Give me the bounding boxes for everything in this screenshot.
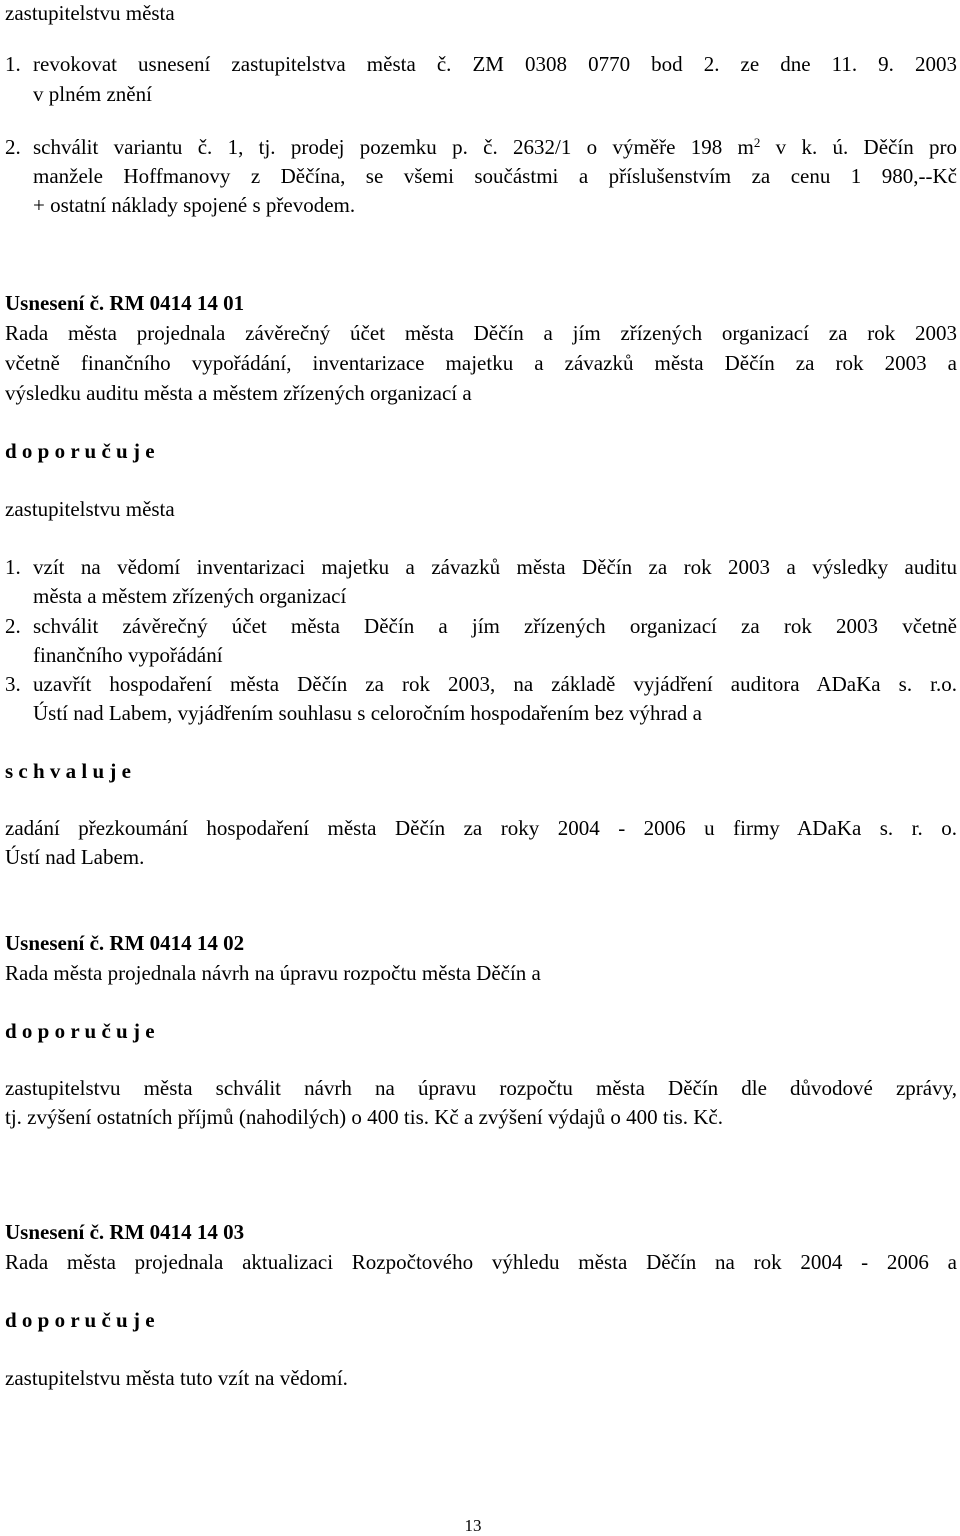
res1-item1-line1: vzít na vědomí inventarizaci majetku a závazků města Děčín za rok 2003 a výsledky auditu xyxy=(33,555,957,579)
res3-intro: Rada města projednala aktualizaci Rozpočtového výhledu města Děčín na rok 2004 - 2006 a xyxy=(5,1250,957,1274)
top-item2-number: 2. xyxy=(5,135,21,159)
res1-addressee: zastupitelstvu města xyxy=(5,497,175,521)
res1-item2-line1: schválit závěrečný účet města Děčín a jím zřízených organizací za rok 2003 včetně xyxy=(33,614,957,638)
res1-approve-line1: zadání přezkoumání hospodaření města Děčín za roky 2004 - 2006 u firmy ADaKa s. r. o. xyxy=(5,816,957,840)
res1-item3-number: 3. xyxy=(5,672,21,696)
top-item1-number: 1. xyxy=(5,52,21,76)
top-heading: zastupitelstvu města xyxy=(5,1,175,25)
res2-intro: Rada města projednala návrh na úpravu rozpočtu města Děčín a xyxy=(5,961,541,985)
res1-item3-line2: Ústí nad Labem, vyjádřením souhlasu s celoročním hospodařením bez výhrad a xyxy=(33,701,702,725)
res3-title: Usnesení č. RM 0414 14 03 xyxy=(5,1220,245,1244)
top-item2-line3: + ostatní náklady spojené s převodem. xyxy=(33,193,356,217)
res1-intro-line3: výsledku auditu města a městem zřízených organizací a xyxy=(5,381,472,405)
res1-approve-line2: Ústí nad Labem. xyxy=(5,845,145,869)
top-item1-line1: revokovat usnesení zastupitelstva města č. ZM 0308 0770 bod 2. ze dne 11. 9. 2003 xyxy=(33,52,957,76)
res2-body-line2: tj. zvýšení ostatních příjmů (nahodilých) o 400 tis. Kč a zvýšení výdajů o 400 tis. Kč. xyxy=(5,1105,723,1129)
res1-item2-number: 2. xyxy=(5,614,21,638)
res1-title: Usnesení č. RM 0414 14 01 xyxy=(5,291,245,315)
superscript-2: 2 xyxy=(753,135,761,150)
res1-item1-line2: města a městem zřízených organizací xyxy=(33,584,347,608)
res1-item3-line1: uzavřít hospodaření města Děčín za rok 2003, na základě vyjádření auditora ADaKa s. r.o. xyxy=(33,672,957,696)
res1-item1-number: 1. xyxy=(5,555,21,579)
res1-intro-line1: Rada města projednala závěrečný účet města Děčín a jím zřízených organizací za rok 2003 xyxy=(5,321,957,345)
top-item1-line2: v plném znění xyxy=(33,82,152,106)
res1-recommend: d o p o r u č u j e xyxy=(5,439,155,463)
res1-item2-line2: finančního vypořádání xyxy=(33,643,223,667)
res3-body: zastupitelstvu města tuto vzít na vědomí. xyxy=(5,1366,348,1390)
top-item2-line1: schválit variantu č. 1, tj. prodej pozemku p. č. 2632/1 o výměře 198 $m^2$ v k. ú. Děčín pro xyxy=(33,135,957,159)
res2-body-line1: zastupitelstvu města schválit návrh na úpravu rozpočtu města Děčín dle důvodové zprávy, xyxy=(5,1076,957,1100)
res2-title: Usnesení č. RM 0414 14 02 xyxy=(5,931,245,955)
page-number: 13 xyxy=(464,1516,482,1535)
res3-recommend: d o p o r u č u j e xyxy=(5,1308,155,1332)
res1-intro-line2: včetně finančního vypořádání, inventarizace majetku a závazků města Děčín za rok 2003 a xyxy=(5,351,957,375)
top-item2-line2: manžele Hoffmanovy z Děčína, se všemi součástmi a příslušenstvím za cenu 1 980,--Kč xyxy=(33,164,957,188)
res1-approve: s c h v a l u j e xyxy=(5,759,131,783)
res2-recommend: d o p o r u č u j e xyxy=(5,1019,155,1043)
